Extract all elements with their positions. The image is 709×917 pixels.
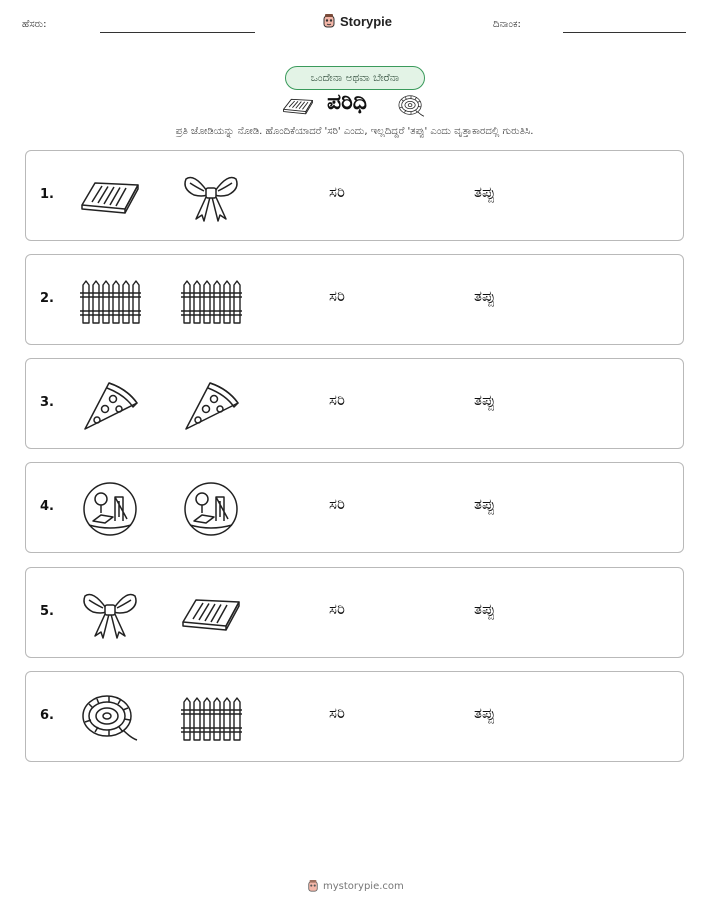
question-row-5 xyxy=(25,567,684,658)
option-wrong[interactable]: ತಪ್ಪು xyxy=(474,391,496,409)
brand-logo xyxy=(322,13,392,29)
mattress-icon xyxy=(281,96,315,116)
option-wrong[interactable]: ತಪ್ಪು xyxy=(474,704,496,722)
question-number: 4. xyxy=(40,499,54,514)
rope-icon xyxy=(397,93,425,119)
footer xyxy=(307,879,404,893)
option-correct[interactable]: ಸರಿ xyxy=(329,183,345,201)
question-row-2 xyxy=(25,254,684,345)
option-wrong[interactable]: ತಪ್ಪು xyxy=(474,600,496,618)
question-row-6 xyxy=(25,671,684,762)
fence-icon xyxy=(180,273,242,329)
page-title: ಪರಿಧಿ xyxy=(327,90,367,115)
pizza-icon xyxy=(79,377,141,433)
footer-url[interactable]: mystorypie.com xyxy=(323,880,404,892)
question-number: 6. xyxy=(40,708,54,723)
question-row-1 xyxy=(25,150,684,241)
fence-icon xyxy=(79,273,141,329)
bow-icon xyxy=(180,169,242,225)
bow-icon xyxy=(79,586,141,642)
option-correct[interactable]: ಸರಿ xyxy=(329,287,345,305)
option-correct[interactable]: ಸರಿ xyxy=(329,704,345,722)
mattress-icon xyxy=(180,586,242,642)
instructions: ಪ್ರತಿ ಜೋಡಿಯನ್ನು ನೋಡಿ. ಹೊಂದಿಕೆಯಾದರೆ 'ಸರಿ' ಎಂದು, ಇಲ್ಲದಿದ್ದರೆ 'ತಪ್ಪು' ಎಂದು ವೃತ್ತಾಕಾರದಲ್ಲಿ ಗುರುತಿಸಿ. xyxy=(175,126,534,137)
fence-icon xyxy=(180,690,242,746)
playground-icon xyxy=(180,481,242,537)
option-correct[interactable]: ಸರಿ xyxy=(329,391,345,409)
question-row-3 xyxy=(25,358,684,449)
date-label: ದಿನಾಂಕ: xyxy=(493,19,521,30)
worksheet-type-label: ಒಂದೇನಾ ಅಥವಾ ಬೇರೆನಾ xyxy=(310,71,400,84)
date-line[interactable] xyxy=(563,32,686,33)
storypie-mascot-icon xyxy=(307,879,319,893)
question-row-4 xyxy=(25,462,684,553)
name-label: ಹೆಸರು: xyxy=(22,19,47,30)
brand-name: Storypie xyxy=(340,13,393,29)
title-row xyxy=(0,90,709,120)
option-wrong[interactable]: ತಪ್ಪು xyxy=(474,287,496,305)
mattress-icon xyxy=(79,169,141,225)
rope-icon xyxy=(79,690,141,746)
worksheet-type-badge xyxy=(285,66,425,90)
option-correct[interactable]: ಸರಿ xyxy=(329,495,345,513)
name-line[interactable] xyxy=(100,32,255,33)
question-number: 2. xyxy=(40,291,54,306)
pizza-icon xyxy=(180,377,242,433)
option-wrong[interactable]: ತಪ್ಪು xyxy=(474,495,496,513)
question-number: 3. xyxy=(40,395,54,410)
playground-icon xyxy=(79,481,141,537)
question-number: 5. xyxy=(40,604,54,619)
option-correct[interactable]: ಸರಿ xyxy=(329,600,345,618)
option-wrong[interactable]: ತಪ್ಪು xyxy=(474,183,496,201)
question-number: 1. xyxy=(40,187,54,202)
storypie-mascot-icon xyxy=(322,13,336,29)
